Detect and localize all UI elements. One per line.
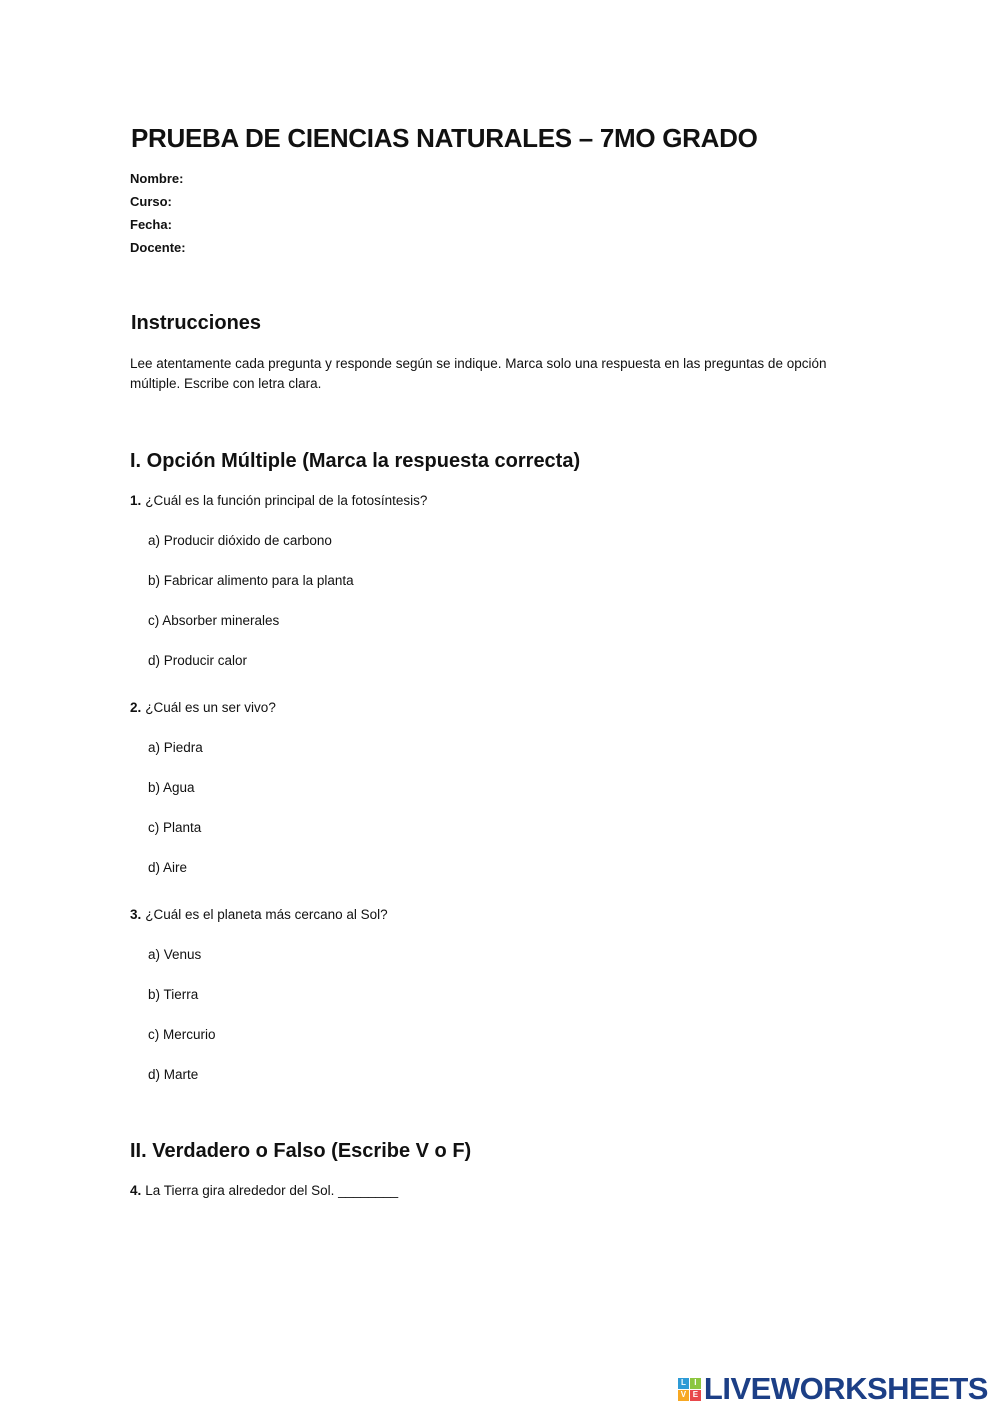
question-text: ¿Cuál es la función principal de la fotosíntesis? [145, 493, 428, 508]
date-field-label: Fecha: [130, 217, 172, 232]
question-number: 2. [130, 700, 142, 715]
question-number: 4. [130, 1183, 142, 1198]
question-text[interactable]: La Tierra gira alrededor del Sol. ________ [145, 1183, 399, 1198]
course-field-label: Curso: [130, 194, 172, 209]
logo-tile-l: L [678, 1378, 689, 1389]
q1-option-c[interactable]: c) Absorber minerales [148, 613, 280, 628]
q1-option-d[interactable]: d) Producir calor [148, 653, 248, 668]
question-number: 1. [130, 493, 142, 508]
q2-option-b[interactable]: b) Agua [148, 780, 195, 795]
instructions-heading: Instrucciones [131, 312, 262, 334]
logo-text: LIVEWORKSHEETS [703, 1371, 988, 1406]
liveworksheets-logo[interactable] [678, 1372, 988, 1406]
name-field-label: Nombre: [130, 171, 184, 186]
question-3 [130, 907, 388, 922]
question-text: ¿Cuál es un ser vivo? [145, 700, 276, 715]
liveworksheets-logo-icon [678, 1378, 701, 1401]
q1-option-b[interactable]: b) Fabricar alimento para la planta [148, 573, 354, 588]
q3-option-b[interactable]: b) Tierra [148, 987, 199, 1002]
instructions-text: Lee atentamente cada pregunta y responde según se indique. Marca solo una respuesta en las preguntas de opción múltiple. Escribe con letra clara. [130, 356, 827, 391]
logo-tile-i: I [690, 1378, 701, 1389]
question-number: 3. [130, 907, 142, 922]
q2-option-a[interactable]: a) Piedra [148, 740, 203, 755]
q3-option-d[interactable]: d) Marte [148, 1067, 199, 1082]
teacher-field-label: Docente: [130, 240, 186, 255]
logo-tile-e: E [690, 1390, 701, 1401]
page-title: PRUEBA DE CIENCIAS NATURALES – 7MO GRADO [131, 123, 758, 153]
section-1-heading: I. Opción Múltiple (Marca la respuesta correcta) [130, 450, 581, 472]
q3-option-a[interactable]: a) Venus [148, 947, 202, 962]
q1-option-a[interactable]: a) Producir dióxido de carbono [148, 533, 332, 548]
q2-option-d[interactable]: d) Aire [148, 860, 188, 875]
question-1 [130, 493, 427, 508]
question-4 [130, 1183, 398, 1198]
q2-option-c[interactable]: c) Planta [148, 820, 202, 835]
q3-option-c[interactable]: c) Mercurio [148, 1027, 216, 1042]
question-2 [130, 700, 276, 715]
question-text: ¿Cuál es el planeta más cercano al Sol? [145, 907, 388, 922]
logo-tile-v: V [678, 1390, 689, 1401]
section-2-heading: II. Verdadero o Falso (Escribe V o F) [130, 1140, 472, 1162]
